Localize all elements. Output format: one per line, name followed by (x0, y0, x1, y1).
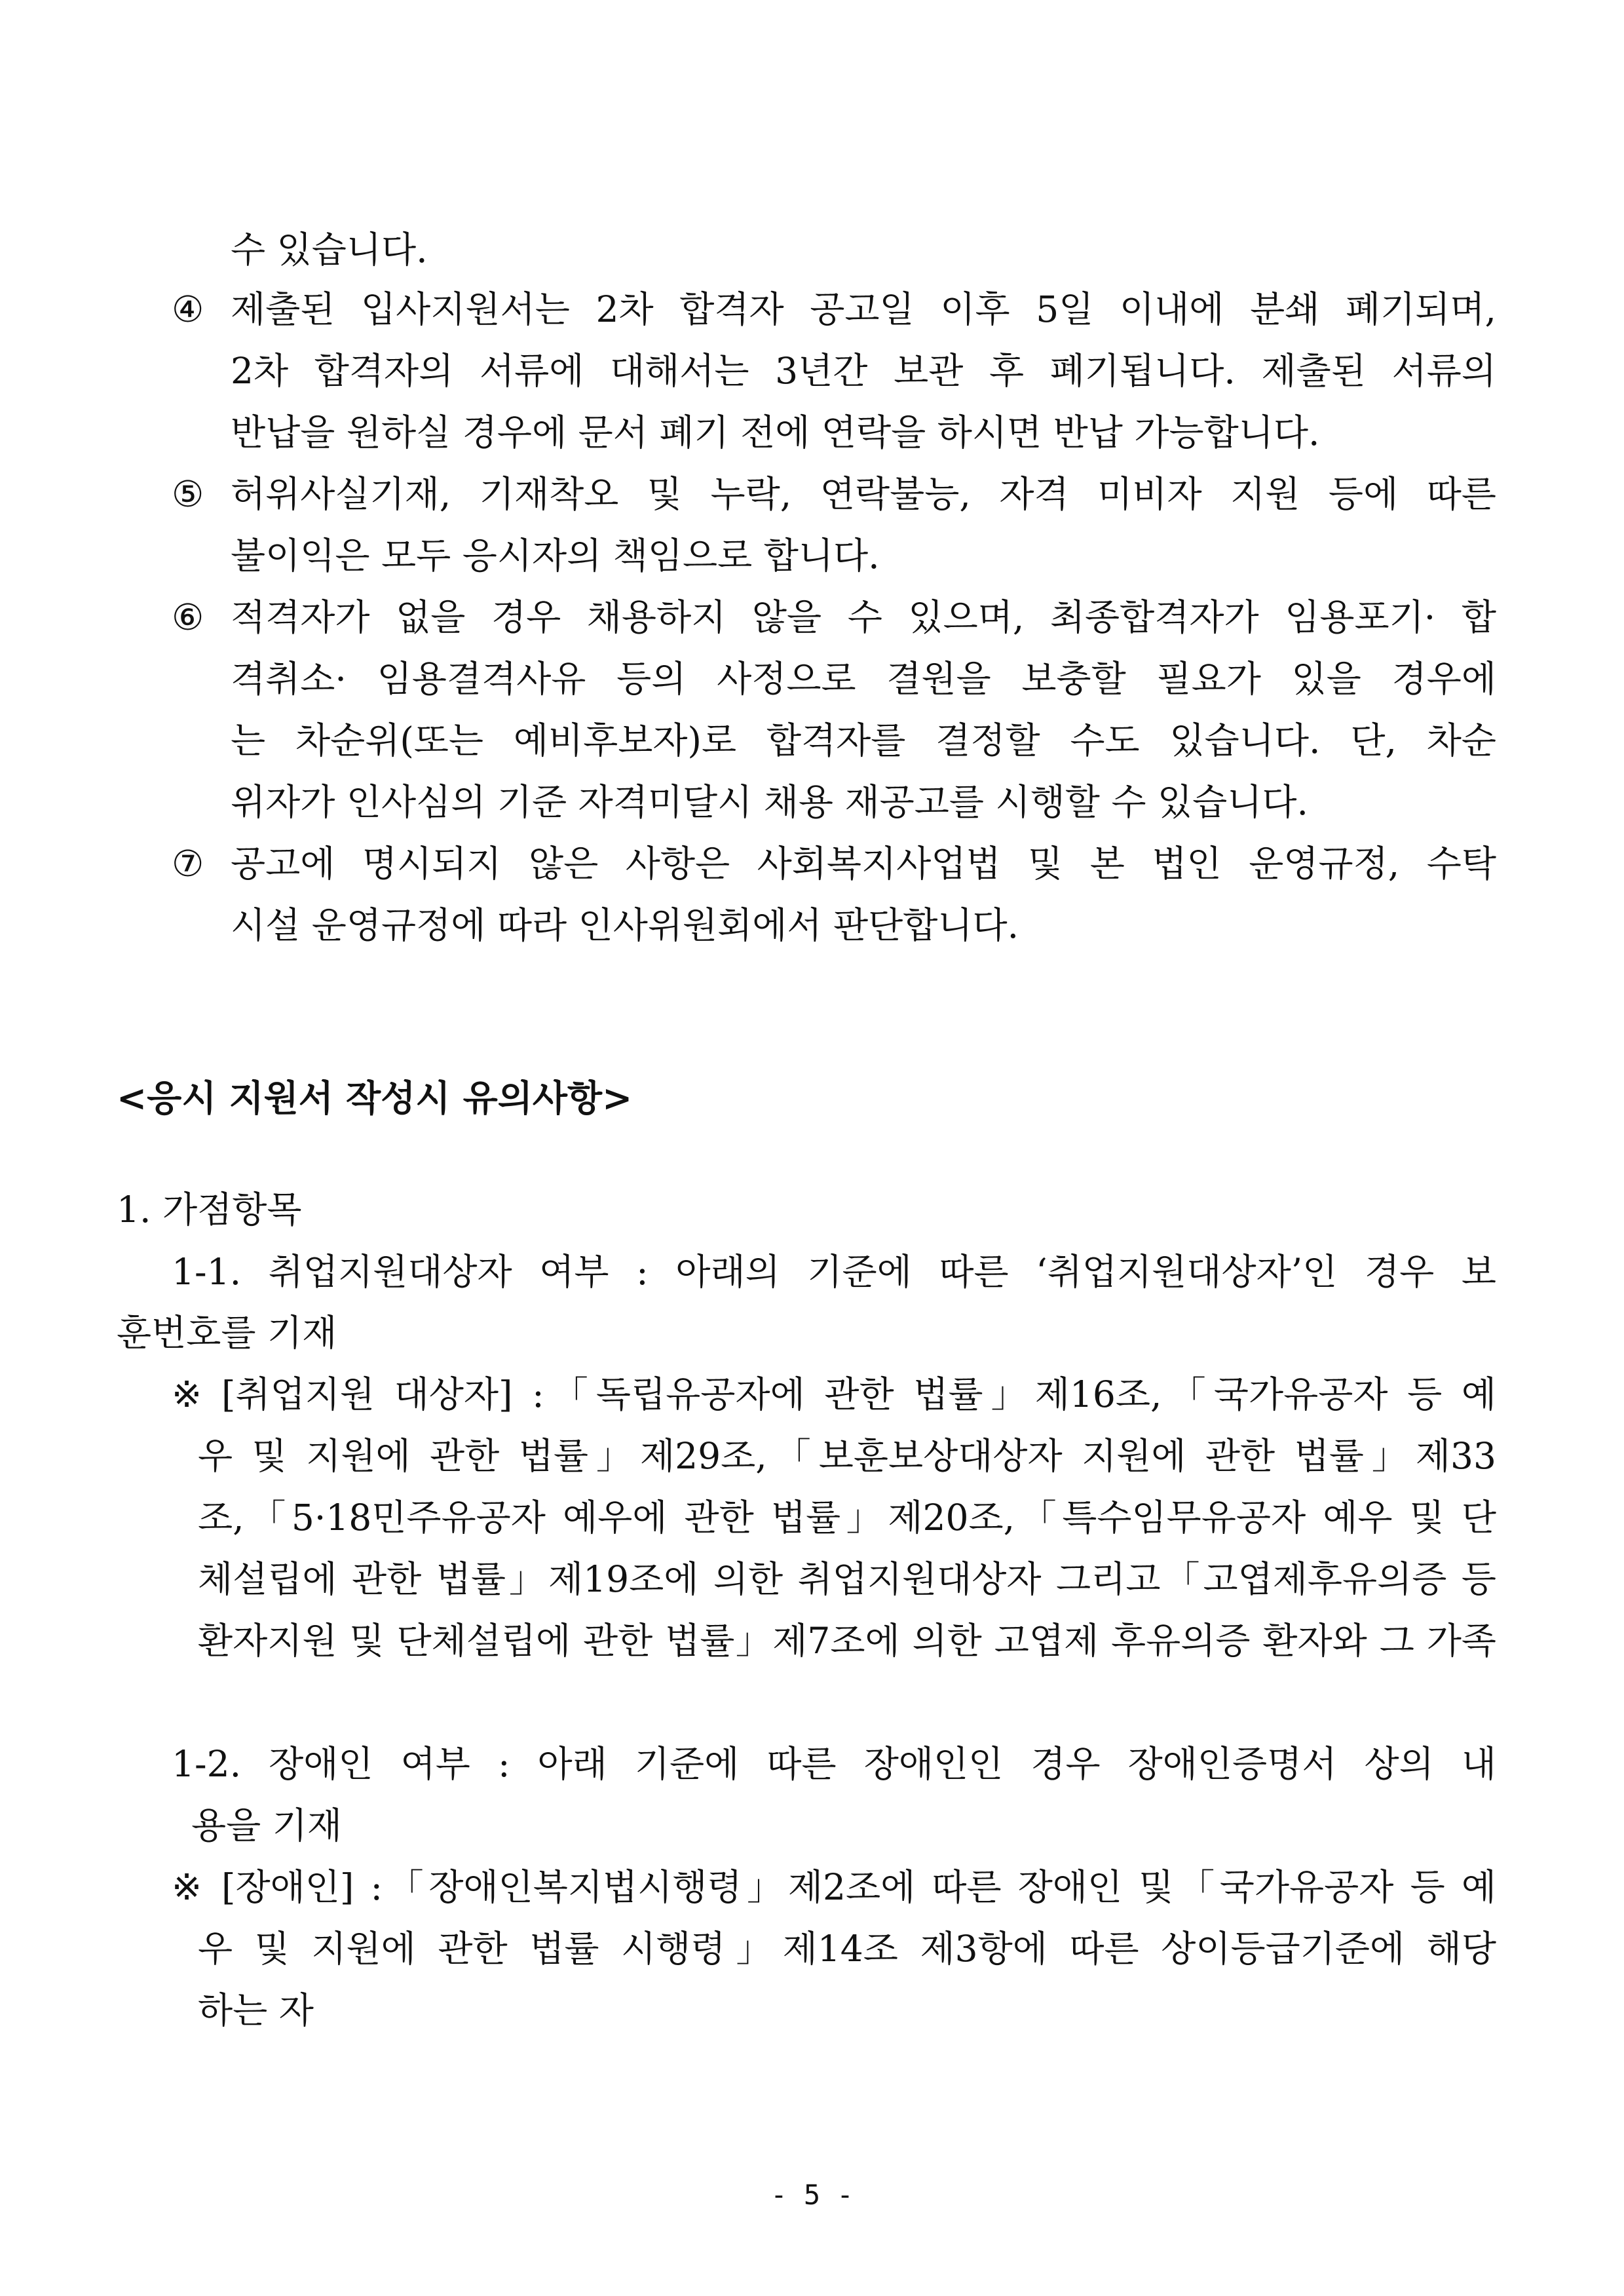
notice-line: 격취소· 임용결격사유 등의 사정으로 결원을 보충할 필요가 있을 경우에 (231, 658, 1496, 700)
notice-line: 허위사실기재, 기재착오 및 누락, 연락불능, 자격 미비자 지원 등에 따른 (231, 473, 1496, 515)
section-title: <응시 지원서 작성시 유의사항> (117, 1077, 633, 1119)
page-number: - 5 - (770, 2179, 854, 2211)
note-line: 우 및 지원에 관한 법률」제29조,「보훈보상대상자 지원에 관한 법률」제33 (198, 1435, 1496, 1477)
notice-line: 제출된 입사지원서는 2차 합격자 공고일 이후 5일 이내에 분쇄 폐기되며, (231, 288, 1496, 330)
note-line: [장애인] :「장애인복지법시행령」제2조에 따른 장애인 및「국가유공자 등 예 (221, 1866, 1496, 1908)
note-line: [취업지원 대상자] :「독립유공자에 관한 법률」제16조,「국가유공자 등 예 (221, 1373, 1496, 1415)
note-marker: ※ (172, 1866, 202, 1908)
sub-item-line: 1-1. 취업지원대상자 여부 : 아래의 기준에 따른 ‘취업지원대상자’인 경우 보 (172, 1251, 1496, 1293)
sub-item-line: 용을 기재 (191, 1805, 343, 1846)
note-line: 하는 자 (198, 1989, 314, 2031)
note-line: 조,「5·18민주유공자 예우에 관한 법률」제20조,「특수임무유공자 예우 및 단 (198, 1497, 1496, 1539)
notice-line: 는 차순위(또는 예비후보자)로 합격자를 결정할 수도 있습니다. 단, 차순 (231, 719, 1496, 761)
notice-line: 불이익은 모두 응시자의 책임으로 합니다. (231, 535, 880, 577)
notice-line: 반납을 원하실 경우에 문서 폐기 전에 연락을 하시면 반납 가능합니다. (231, 411, 1320, 453)
sub-item-line: 1-2. 장애인 여부 : 아래 기준에 따른 장애인인 경우 장애인증명서 상의 내 (172, 1743, 1497, 1785)
notice-line: 2차 합격자의 서류에 대해서는 3년간 보관 후 폐기됩니다. 제출된 서류의 (231, 350, 1496, 392)
item-title: 1. 가점항목 (117, 1189, 302, 1231)
notice-line: 위자가 인사심의 기준 자격미달시 채용 재공고를 시행할 수 있습니다. (231, 781, 1308, 823)
notice-line: 시설 운영규정에 따라 인사위원회에서 판단합니다. (231, 904, 1019, 946)
intro-continuation: 수 있습니다. (231, 229, 428, 271)
note-marker: ※ (172, 1373, 202, 1415)
note-line: 우 및 지원에 관한 법률 시행령」제14조 제3항에 따른 상이등급기준에 해당 (198, 1928, 1496, 1970)
note-line: 환자지원 및 단체설립에 관한 법률」제7조에 의한 고엽제 후유의증 환자와 그 가족 (198, 1620, 1496, 1662)
sub-item-line: 훈번호를 기재 (117, 1312, 337, 1354)
note-line: 체설립에 관한 법률」제19조에 의한 취업지원대상자 그리고「고엽제후유의증 등 (198, 1558, 1496, 1600)
notice-marker: ⑥ (172, 596, 204, 638)
notice-marker: ④ (172, 288, 204, 330)
notice-marker: ⑦ (172, 843, 204, 885)
notice-line: 적격자가 없을 경우 채용하지 않을 수 있으며, 최종합격자가 임용포기· 합 (231, 596, 1496, 638)
notice-line: 공고에 명시되지 않은 사항은 사회복지사업법 및 본 법인 운영규정, 수탁 (231, 843, 1496, 885)
notice-marker: ⑤ (172, 473, 204, 515)
